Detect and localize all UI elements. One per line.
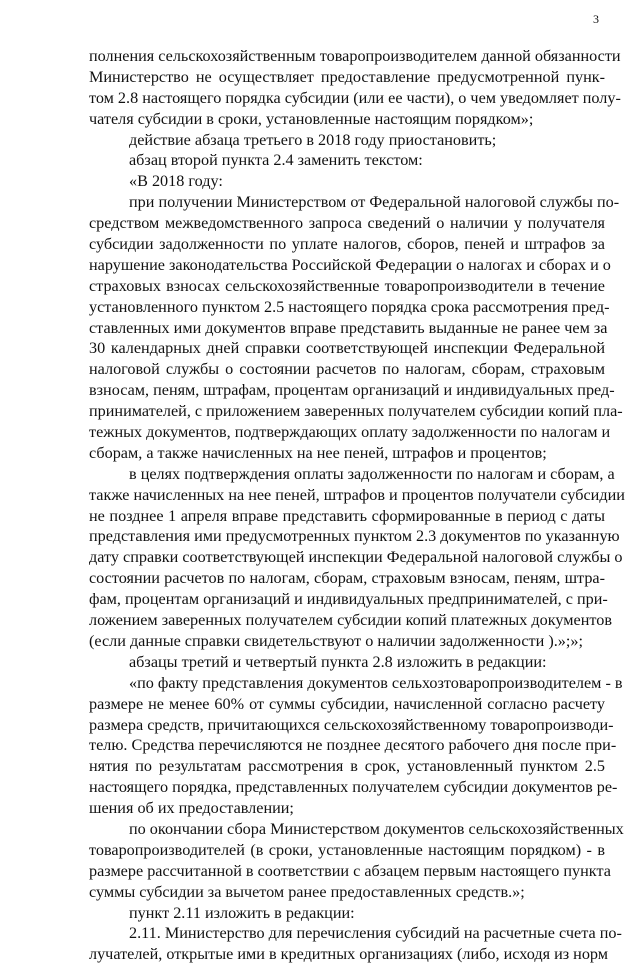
document-body: [89, 46, 625, 965]
text-line: дату справки соответствующей инспекции Федеральной налоговой службы о: [89, 548, 623, 567]
text-line: фам, процентам организаций и индивидуальных предпринимателей, с при-: [89, 590, 608, 609]
text-line: шения об их предоставлении;: [89, 799, 294, 818]
text-line: размере рассчитанной в соответствии с абзацем первым настоящего пункта: [89, 861, 611, 880]
text-line: суммы субсидии за вычетом ранее предоставленных средств.»;: [89, 882, 525, 901]
text-line: состоянии расчетов по налогам, сборам, страховым взносам, пеням, штра-: [89, 569, 605, 588]
text-line: пункт 2.11 изложить в редакции:: [129, 903, 355, 922]
text-line: также начисленных на нее пеней, штрафов и процентов получатели субсидии: [89, 485, 625, 504]
text-line: том 2.8 настоящего порядка субсидии (или ее части), о чем уведомляет полу-: [89, 88, 621, 107]
text-line: абзацы третий и четвертый пункта 2.8 изложить в редакции:: [129, 652, 547, 671]
text-line: размере не менее 60% от суммы субсидии, начисленной согласно расчету: [89, 694, 605, 713]
text-line: (если данные справки свидетельствуют о наличии задолженности ).»;»;: [89, 631, 583, 650]
text-line: установленного пунктом 2.5 настоящего порядка срока рассмотрения пред-: [89, 297, 610, 316]
text-line: нарушение законодательства Российской Федерации о налогах и сборах и о: [89, 255, 611, 274]
text-line: действие абзаца третьего в 2018 году приостановить;: [129, 130, 497, 149]
text-line: размера средств, причитающихся сельскохозяйственному товаропроизводи-: [89, 715, 614, 734]
text-line: абзац второй пункта 2.4 заменить текстом:: [129, 151, 423, 170]
text-line: чателя субсидии в сроки, установленные настоящим порядком»;: [89, 109, 534, 128]
text-line: 30 календарных дней справки соответствующей инспекции Федеральной: [89, 339, 605, 358]
text-line: нятия по результатам рассмотрения в срок, установленный пунктом 2.5: [89, 757, 605, 776]
page-number: 3: [593, 12, 599, 26]
text-line: субсидии задолженности по уплате налогов, сборов, пеней и штрафов за: [89, 235, 605, 254]
text-line: средством межведомственного запроса сведений о наличии у получателя: [89, 214, 605, 233]
text-line: сборам, а также начисленных на нее пеней, штрафов и процентов;: [89, 443, 547, 462]
text-line: ставленных ими документов вправе представить выданные не ранее чем за: [89, 318, 608, 337]
text-line: товаропроизводителей (в сроки, установленные настоящим порядком) - в: [89, 840, 605, 859]
text-line: принимателей, с приложением заверенных получателем субсидии копий пла-: [89, 402, 623, 421]
text-line: 2.11. Министерство для перечисления субсидий на расчетные счета по-: [129, 924, 622, 943]
text-line: в целях подтверждения оплаты задолженности по налогам и сборам, а: [129, 464, 615, 483]
text-line: тежных документов, подтверждающих оплату задолженности по налогам и: [89, 423, 611, 442]
text-line: при получении Министерством от Федеральной налоговой службы по-: [129, 193, 620, 212]
text-line: «по факту представления документов сельхозтоваропроизводителем - в: [129, 673, 623, 692]
text-line: представления ими предусмотренных пунктом 2.3 документов по указанную: [89, 527, 620, 546]
text-line: не позднее 1 апреля вправе представить сформированные в период с даты: [89, 506, 605, 525]
text-line: страховых взносах сельскохозяйственные товаропроизводители в течение: [89, 276, 605, 295]
text-line: Министерство не осуществляет предоставление предусмотренной пунк-: [89, 67, 605, 86]
text-line: «В 2018 году:: [129, 172, 223, 191]
text-line: лучателей, открытые ими в кредитных организациях (либо, исходя из норм: [89, 945, 609, 964]
text-line: взносам, пеням, штрафам, процентам организаций и индивидуальных пред-: [89, 381, 615, 400]
text-line: настоящего порядка, представленных получателем субсидии документов ре-: [89, 778, 618, 797]
text-line: по окончании сбора Министерством документов сельскохозяйственных: [129, 819, 624, 838]
text-line: налоговой службы о состоянии расчетов по налогам, сборам, страховым: [89, 360, 605, 379]
text-line: полнения сельскохозяйственным товаропроизводителем данной обязанности: [89, 47, 621, 65]
text-line: телю. Средства перечисляются не позднее десятого рабочего дня после при-: [89, 736, 617, 755]
text-line: ложением заверенных получателем субсидии копий платежных документов: [89, 611, 612, 630]
